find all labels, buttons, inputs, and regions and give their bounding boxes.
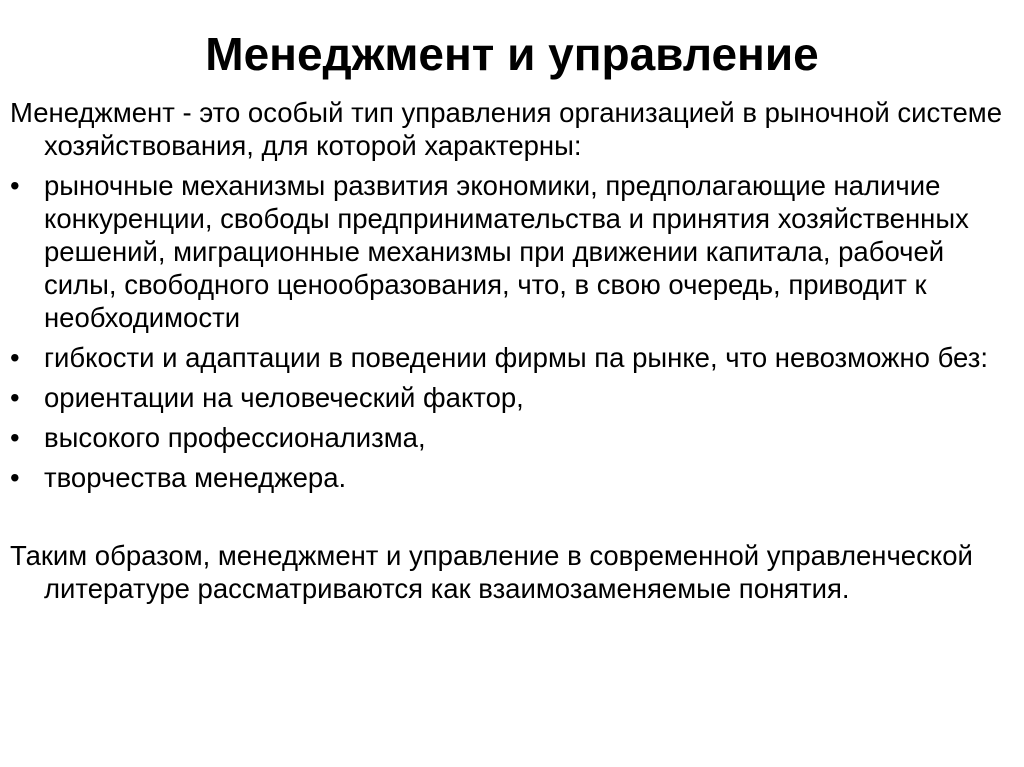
slide-body [10,96,1010,605]
bullet-item [10,169,1010,334]
bullet-icon: • [10,422,20,453]
bullet-item [10,341,1010,374]
bullet-item [10,421,1010,454]
bullet-icon: • [10,382,20,413]
bullet-text: гибкости и адаптации в поведении фирмы па рынке, что невозможно без: [44,342,988,373]
bullet-text: творчества менеджера. [44,462,347,493]
spacer [10,501,1010,539]
bullet-icon: • [10,342,20,373]
intro-paragraph: Менеджмент - это особый тип управления организацией в рыночной системе хозяйствования, для которой характерны: [10,97,1002,161]
bullet-icon: • [10,462,20,493]
bullet-item [10,461,1010,494]
bullet-text: ориентации на человеческий фактор, [44,382,524,413]
bullet-text: высокого профессионализма, [44,422,426,453]
bullet-list [10,169,1010,494]
bullet-icon: • [10,170,20,201]
bullet-item [10,381,1010,414]
bullet-text: рыночные механизмы развития экономики, предполагающие наличие конкуренции, свободы предпринимательства и принятия хозяйственных решений, миграционные механизмы при движении капитала, рабочей силы, свободного ценообразования, что, в свою очередь, приводит к необходимости [44,170,969,333]
conclusion-paragraph: Таким образом, менеджмент и управление в современной управленческой литературе рассматриваются как взаимозаменяемые понятия. [10,540,973,604]
slide-title: Менеджмент и управление [205,28,819,80]
